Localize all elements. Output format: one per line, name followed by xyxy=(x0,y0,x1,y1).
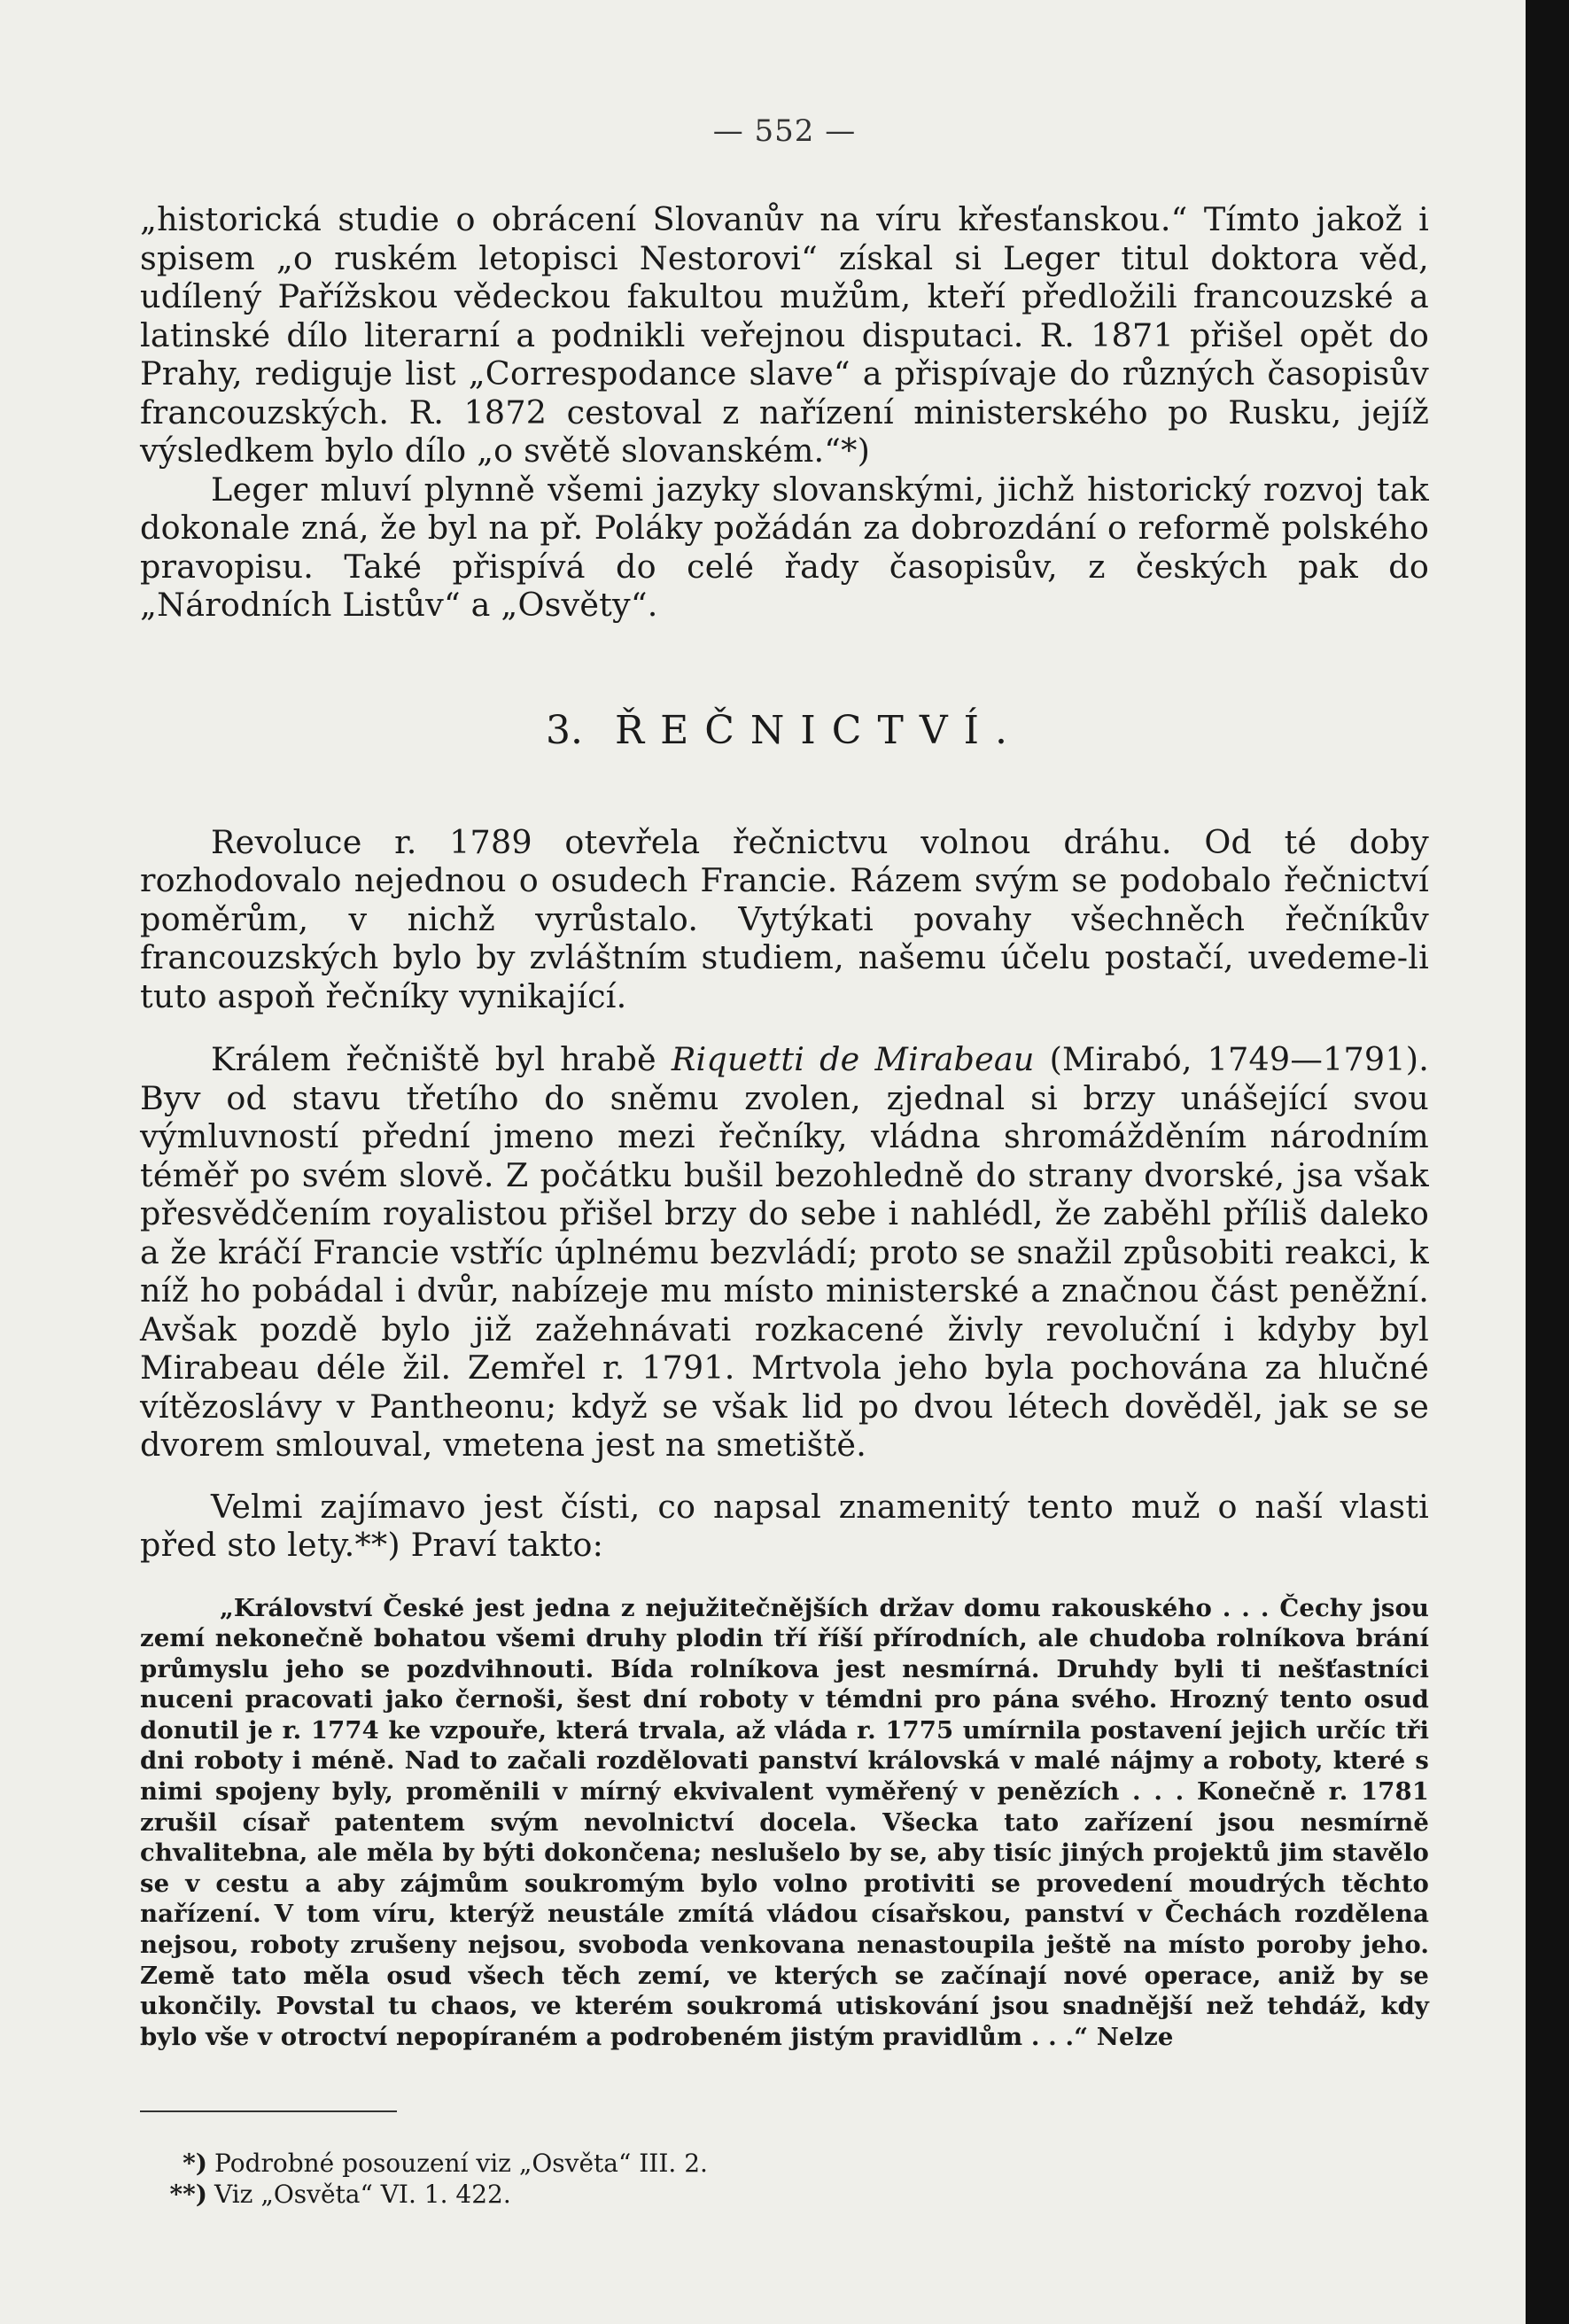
footnote-1 xyxy=(167,2148,1429,2179)
footnote-mark: **) xyxy=(169,2180,207,2210)
footnote-text: Viz „Osvěta“ VI. 1. 422. xyxy=(214,2180,511,2210)
section-heading xyxy=(140,708,1429,756)
section-number: 3. xyxy=(546,707,584,753)
footnote-text: Podrobné posouzení viz „Osvěta“ III. 2. xyxy=(214,2149,708,2179)
mirabeau-text-post: (Mirabó, 1749—1791). Byv od stavu třetího do sněmu zvolen, zjednal si brzy unášející svou výmluvností přední jmeno mezi řečníky, vládna shromážděním národním téměř po svém slově. Z počátku bušil bezohledně do strany dvorské, jsa však přesvědčením royalistou přišel brzy do sebe i nahlédl, že zaběhl příliš daleko a že kráčí Francie vstříc úplnému bezvládí; proto se snažil způsobiti reakci, k níž ho pobádal i dvůr, nabízeje mu místo ministerské a značnou část peněžní. Avšak pozdě bylo již zažehnávati rozkacené živly revoluční i kdyby byl Mirabeau déle žil. Zemřel r. 1791. Mrtvola jeho byla pochována za hlučné vítězoslávy v Pantheonu; když se však lid po dvou létech dověděl, jak se se dvorem smlouval, vmetena jest na smetiště. xyxy=(140,1040,1429,1464)
footnote-rule xyxy=(140,2110,397,2112)
footnotes xyxy=(167,2148,1429,2210)
mirabeau-name: Riquetti de Mirabeau xyxy=(671,1040,1035,1078)
scan-border xyxy=(1526,0,1569,2324)
paragraph-mirabeau xyxy=(140,1040,1429,1465)
footnote-mark: *) xyxy=(183,2149,207,2179)
section-title: ŘEČNICTVÍ. xyxy=(615,707,1023,753)
footnote-2 xyxy=(167,2179,1429,2210)
paragraph-intro-quote: Velmi zajímavo jest čísti, co napsal znamenitý tento muž o naší vlasti před sto lety.**) Praví takto: xyxy=(140,1487,1429,1564)
mirabeau-text-pre: Králem řečniště byl hrabě xyxy=(211,1040,672,1078)
paragraph-revolution: Revoluce r. 1789 otevřela řečnictvu volnou dráhu. Od té doby rozhodovalo nejednou o osudech Francie. Rázem svým se podobalo řečnictví poměrům, v nichž vyrůstalo. Vytýkati povahy všechněch řečníkův francouzských bylo by zvláštním studiem, našemu účelu postačí, uvedeme-li tuto aspoň řečníky vynikající. xyxy=(140,822,1429,1015)
paragraph-leger-doctorate: „historická studie o obrácení Slovanův na víru křesťanskou.“ Tímto jakož i spisem „o ruském letopisci Nestorovi“ získal si Leger titul doktora věd, udílený Pařížskou vědeckou fakultou mužům, kteří předložili francouzské a latinské dílo literarní a podnikli veřejnou disputaci. R. 1871 přišel opět do Prahy, rediguje list „Correspodance slave“ a přispívaje do různých časopisův francouzských. R. 1872 cestoval z nařízení ministerského po Rusku, jejíž výsledkem bylo dílo „o světě slovanském.“*) xyxy=(140,200,1429,470)
paragraph-leger-languages: Leger mluví plynně všemi jazyky slovanskými, jichž historický rozvoj tak dokonale zná, že byl na př. Poláky požádán za dobrozdání o reformě polského pravopisu. Také přispívá do celé řady časopisův, z českých pak do „Národních Listův“ a „Osvěty“. xyxy=(140,470,1429,624)
page-number: — 552 — xyxy=(712,113,857,149)
text-column xyxy=(140,113,1429,2210)
block-quote: „Království České jest jedna z nejužitečnějších držav domu rakouského . . . Čechy jsou zemí nekonečně bohatou všemi druhy plodin tří říší přírodních, ale chudoba rolníkova brání průmyslu jeho se pozdvihnouti. Bída rolníkova jest nesmírná. Druhdy byli ti nešťastníci nuceni pracovati jako černoši, šest dní roboty v témdni pro pána svého. Hrozný tento osud donutil je r. 1774 ke vzpouře, která trvala, až vláda r. 1775 umírnila postavení jejich určíc tři dni roboty i méně. Nad to začali rozdělovati panství královská v malé nájmy a roboty, které s nimi spojeny byly, proměnili v mírný ekvivalent vyměřený v penězích . . . Konečně r. 1781 zrušil císař patentem svým nevolnictví docela. Všecka tato zařízení jsou nesmírně chvalitebna, ale měla by býti dokončena; neslušelo by se, aby tisíc jiných projektů jim stavělo se v cestu a aby zájmům soukromým bylo volno protiviti se provedení moudrých těchto nařízení. V tom víru, kterýž neustále zmítá vládou císařskou, panství v Čechách rozdělena nejsou, roboty zrušeny nejsou, svoboda venkovana nenastoupila ještě na místo poroby jeho. Země tato měla osud všech těch zemí, ve kterých se začínají nové operace, aniž by se ukončily. Povstal tu chaos, ve kterém soukromá utiskování jsou snadnější než tehdáž, kdy bylo vše v otroctví nepopíraném a podrobeném jistým pravidlům . . .“ Nelze xyxy=(140,1593,1429,2051)
